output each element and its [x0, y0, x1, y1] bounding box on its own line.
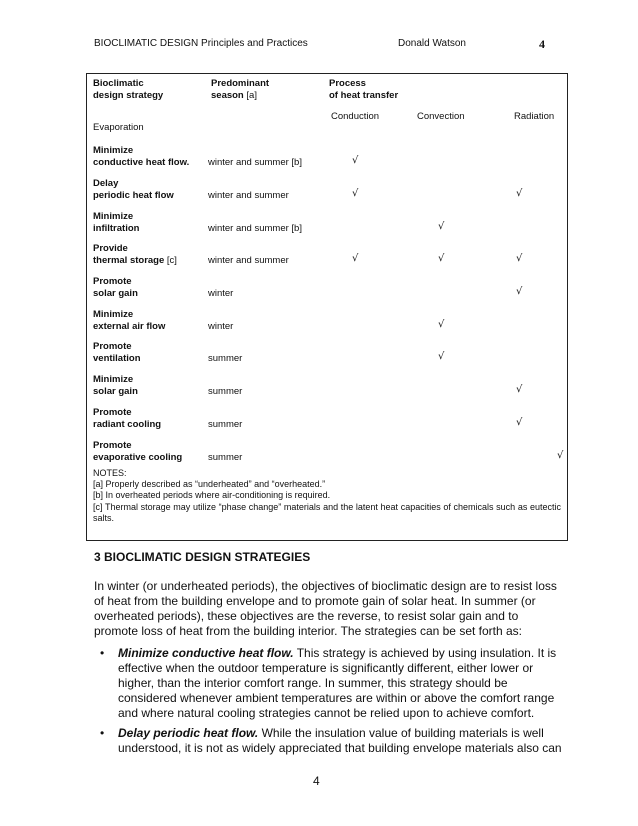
notes-title: NOTES: [93, 468, 127, 478]
section-heading: 3 BIOCLIMATIC DESIGN STRATEGIES [94, 550, 311, 564]
col-header-season-note: [a] [246, 90, 257, 101]
col-header-process-2: of heat transfer [329, 90, 399, 101]
row-strategy-line2: thermal storage [93, 255, 165, 266]
check-radiation: √ [516, 253, 523, 264]
sub-header-evaporation: Evaporation [93, 122, 144, 133]
col-header-season-1: Predominant [211, 78, 270, 89]
check-conduction: √ [352, 155, 359, 166]
row-season: winter [208, 321, 234, 332]
running-header-page-number: 4 [539, 37, 545, 51]
col-header-process-1: Process [329, 78, 366, 89]
bullet-text: This strategy is achieved by using insulation. It is effective when the outdoor temperature is significantly different, either lower or higher, than the interior comfort range. In summer, this strategy should be considered whenever ambient temperatures are within or above the comfort range and where natural cooling strategies cannot be relied upon to achieve comfort. [118, 646, 557, 720]
check-radiation: √ [516, 384, 523, 395]
running-header-title: BIOCLIMATIC DESIGN Principles and Practices [94, 38, 308, 49]
intro-paragraph: In winter (or underheated periods), the objectives of bioclimatic design are to resist loss of heat from the building envelope and to promote gain of solar heat. In summer (or overheated periods), these objectives are the reverse, to resist solar gain and to promote loss of heat from the building interior. The strategies can be set forth as: [94, 579, 557, 638]
row-strategy-line2: evaporative cooling [93, 452, 183, 463]
row-strategy-line2: infiltration [93, 223, 140, 234]
note-c: [c] Thermal storage may utilize “phase change” materials and the latent heat capacities of chemicals such as eutectic salts. [93, 501, 561, 523]
footer-page-number: 4 [313, 774, 320, 788]
running-header-author: Donald Watson [398, 38, 466, 49]
check-convection: √ [438, 351, 445, 362]
row-strategy-line2: solar gain [93, 288, 138, 299]
bullet-marker: • [100, 646, 105, 660]
row-season: winter and summer [208, 255, 289, 266]
table-notes [93, 468, 561, 524]
bullet-item [118, 646, 563, 721]
note-a: [a] Properly described as “underheated” and “overheated.” [93, 479, 326, 490]
note-b: [b] In overheated periods where air-conditioning is required. [93, 490, 331, 501]
row-season: summer [208, 386, 243, 397]
check-radiation: √ [516, 417, 523, 428]
row-season: summer [208, 452, 243, 463]
row-strategy-line1: Promote [93, 276, 132, 287]
row-strategy-note: [c] [166, 255, 177, 266]
check-radiation: √ [516, 286, 523, 297]
check-convection: √ [438, 319, 445, 330]
col-header-season-2 [211, 90, 257, 102]
col-header-season-label: season [211, 90, 244, 101]
row-season: winter and summer [b] [208, 223, 302, 234]
row-season: summer [208, 353, 243, 364]
row-strategy-line2: conductive heat flow. [93, 157, 190, 168]
row-strategy-line2: external air flow [93, 321, 166, 332]
check-conduction: √ [352, 253, 359, 264]
row-strategy-line1: Minimize [93, 211, 134, 222]
col-header-strategy-1: Bioclimatic [93, 78, 144, 89]
row-season: winter [208, 288, 234, 299]
row-strategy-line1: Promote [93, 341, 132, 352]
check-convection: √ [438, 221, 445, 232]
row-strategy-line1: Promote [93, 440, 132, 451]
row-season: winter and summer [b] [208, 157, 302, 168]
row-strategy-line2: solar gain [93, 386, 138, 397]
row-strategy-line1: Minimize [93, 145, 134, 156]
row-strategy-line1: Provide [93, 243, 128, 254]
row-strategy-line2-wrap [93, 255, 177, 267]
check-convection: √ [438, 253, 445, 264]
bullet-marker: • [100, 726, 105, 740]
sub-header-radiation: Radiation [514, 111, 555, 122]
check-radiation: √ [516, 188, 523, 199]
row-strategy-line2: ventilation [93, 353, 141, 364]
row-season: summer [208, 419, 243, 430]
row-strategy-line1: Minimize [93, 374, 134, 385]
row-strategy-line2: periodic heat flow [93, 190, 174, 201]
check-conduction: √ [352, 188, 359, 199]
row-strategy-line1: Promote [93, 407, 132, 418]
sub-header-conduction: Conduction [331, 111, 380, 122]
check-evaporation: √ [557, 450, 564, 461]
col-header-strategy-2: design strategy [93, 90, 164, 101]
bullet-lead: Minimize conductive heat flow. [118, 646, 294, 660]
row-strategy-line1: Minimize [93, 309, 134, 320]
row-strategy-line1: Delay [93, 178, 119, 189]
strategy-table [86, 73, 568, 541]
bullet-text: While the insulation value of building materials is well understood, it is not as widely appreciated that building envelope materials also can [118, 726, 562, 755]
sub-header-convection: Convection [417, 111, 465, 122]
row-strategy-line2: radiant cooling [93, 419, 162, 430]
row-season: winter and summer [208, 190, 289, 201]
bullet-item [118, 726, 563, 756]
bullet-lead: Delay periodic heat flow. [118, 726, 259, 740]
